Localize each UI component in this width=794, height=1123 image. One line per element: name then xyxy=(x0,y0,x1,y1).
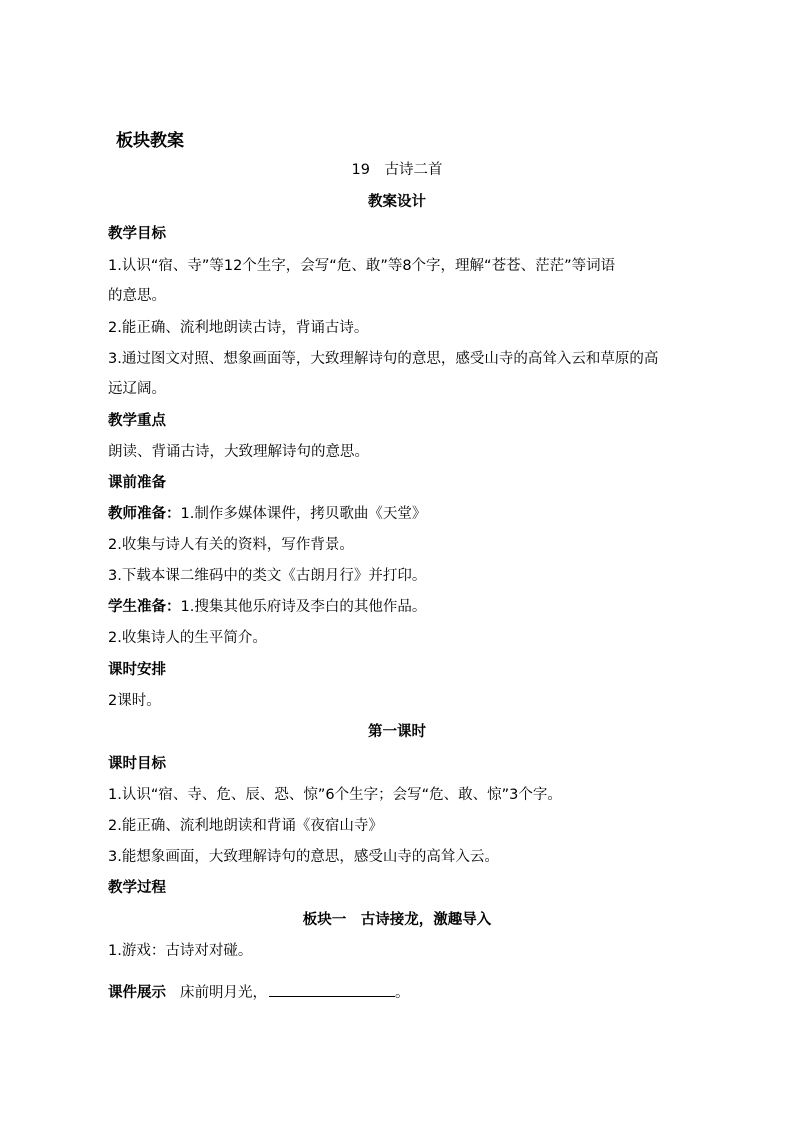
goal-1-line-a: 1.认识“宿、寺”等12个生字，会写“危、敢”等8个字，理解“苍苍、茫茫”等词语 xyxy=(108,258,616,274)
lesson-goal-2: 2.能正确、流利地朗读和背诵《夜宿山寺》 xyxy=(108,818,383,834)
courseware-display xyxy=(108,981,410,1003)
student-prep-1 xyxy=(108,597,426,617)
lesson-title: 19 古诗二首 xyxy=(351,162,443,178)
display-text: 床前明月光， xyxy=(180,985,267,1001)
lesson-goal-3: 3.能想象画面，大致理解诗句的意思，感受山寺的高耸入云。 xyxy=(108,849,499,865)
goal-3-line-b: 远辽阔。 xyxy=(108,381,166,397)
schedule-text: 2课时。 xyxy=(108,693,161,709)
fill-in-blank xyxy=(269,981,395,997)
teacher-prep-3: 3.下载本课二维码中的类文《古朗月行》并打印。 xyxy=(108,568,427,584)
student-prep-label: 学生准备： xyxy=(108,599,181,615)
teacher-prep-1-text: 1.制作多媒体课件，拷贝歌曲《天堂》 xyxy=(180,506,427,522)
student-prep-2: 2.收集诗人的生平简介。 xyxy=(108,630,267,646)
page-header: 板块教案 xyxy=(116,131,184,151)
teacher-prep-2: 2.收集与诗人有关的资料，写作背景。 xyxy=(108,537,354,553)
goals-heading: 教学目标 xyxy=(108,226,166,242)
student-prep-1-text: 1.搜集其他乐府诗及李白的其他作品。 xyxy=(180,599,427,615)
lesson-goals-heading: 课时目标 xyxy=(108,756,166,772)
goal-1-line-b: 的意思。 xyxy=(108,288,166,304)
teacher-prep-1 xyxy=(108,504,426,524)
prep-heading: 课前准备 xyxy=(108,475,166,491)
process-heading: 教学过程 xyxy=(108,880,166,896)
block-one-heading: 板块一 古诗接龙，激趣导入 xyxy=(302,912,492,928)
game-item: 1.游戏：古诗对对碰。 xyxy=(108,943,253,959)
key-text: 朗读、背诵古诗，大致理解诗句的意思。 xyxy=(108,444,369,460)
goal-2: 2.能正确、流利地朗读古诗，背诵古诗。 xyxy=(108,320,369,336)
key-heading: 教学重点 xyxy=(108,413,166,429)
design-title: 教案设计 xyxy=(368,194,426,210)
goal-3-line-a: 3.通过图文对照、想象画面等，大致理解诗句的意思，感受山寺的高耸入云和草原的高 xyxy=(108,351,659,367)
first-lesson-title: 第一课时 xyxy=(368,724,426,740)
schedule-heading: 课时安排 xyxy=(108,662,166,678)
display-end: 。 xyxy=(395,985,410,1001)
display-label: 课件展示 xyxy=(108,985,166,1001)
lesson-goal-1: 1.认识“宿、寺、危、辰、恐、惊”6个生字；会写“危、敢、惊”3个字。 xyxy=(108,787,562,803)
teacher-prep-label: 教师准备： xyxy=(108,506,181,522)
